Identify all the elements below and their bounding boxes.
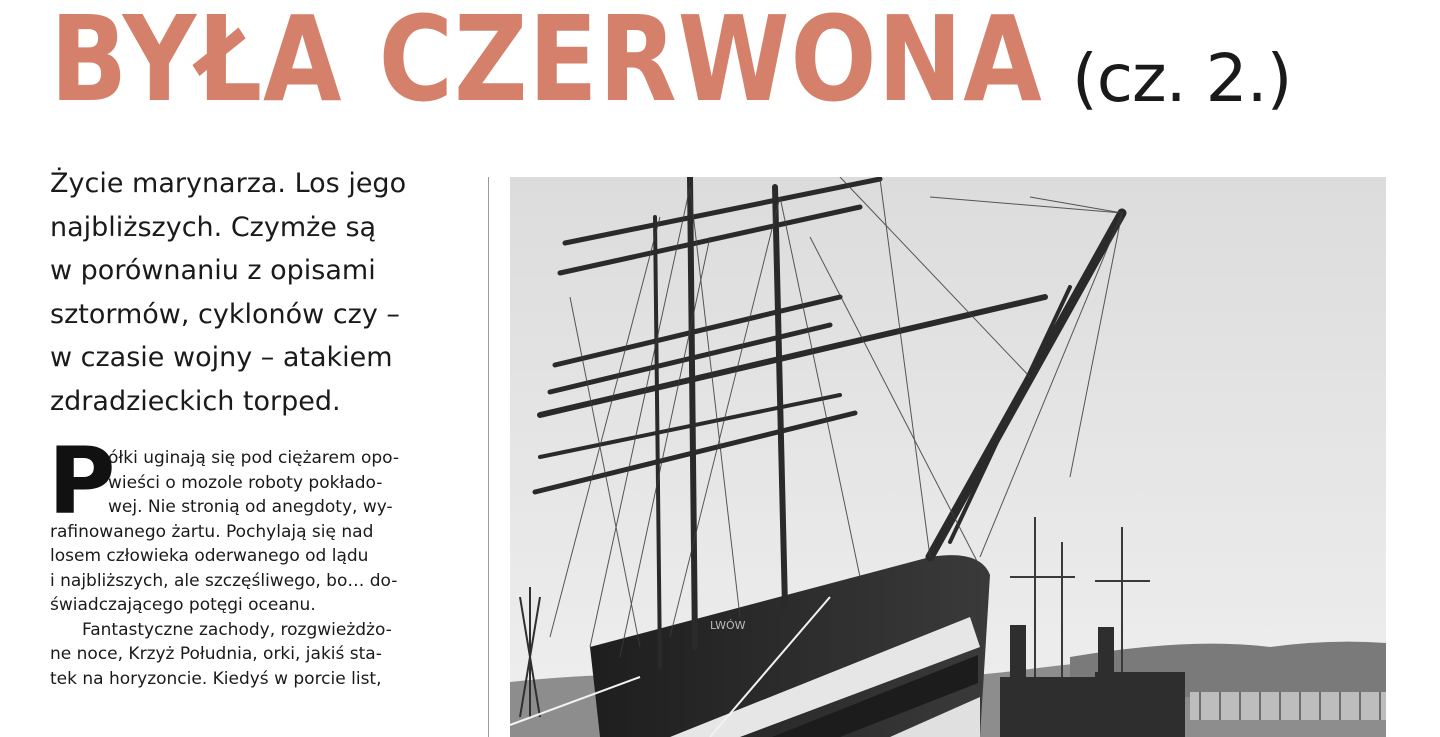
body-line: wieści o mozole roboty pokłado- — [108, 472, 383, 493]
body-line: i najbliższych, ale szczęśliwego, bo… do- — [50, 570, 398, 591]
body-line: ne noce, Krzyż Południa, orki, jakiś sta- — [50, 644, 382, 664]
lead-line: sztormów, cyklonów czy – — [50, 298, 400, 330]
body-line: ółki uginają się pod ciężarem opo- — [108, 448, 400, 468]
article-body — [50, 446, 470, 691]
lead-line: zdradzieckich torped. — [50, 385, 341, 417]
body-line: rafinowanego żartu. Pochylają się nad — [50, 521, 374, 542]
body-line: tek na horyzoncie. Kiedyś w porcie list, — [50, 668, 382, 689]
body-line: losem człowieka oderwanego od lądu — [50, 546, 369, 566]
article-header — [50, 0, 1204, 128]
lead-line: Życie marynarza. Los jego — [50, 168, 407, 199]
lead-line: w porównaniu z opisami — [50, 255, 376, 286]
drop-cap: P — [48, 428, 116, 535]
body-line: Fantastyczne zachody, rozgwieżdżo- — [82, 619, 392, 640]
lead-paragraph — [50, 162, 470, 423]
ship-photo — [510, 177, 1386, 737]
lead-line: w czasie wojny – atakiem — [50, 342, 393, 373]
body-line: wej. Nie stronią od anegdoty, wy- — [108, 497, 393, 517]
column-divider — [488, 177, 489, 737]
article-title: BYŁA CZERWONA — [50, 0, 1043, 128]
ship-illustration — [510, 177, 1386, 737]
lead-line: najbliższych. Czymże są — [50, 211, 377, 243]
ship-name-plate: LWÓW — [710, 619, 746, 632]
article-part-label: (cz. 2.) — [1072, 40, 1292, 117]
body-line: świadczającego potęgi oceanu. — [50, 595, 316, 615]
